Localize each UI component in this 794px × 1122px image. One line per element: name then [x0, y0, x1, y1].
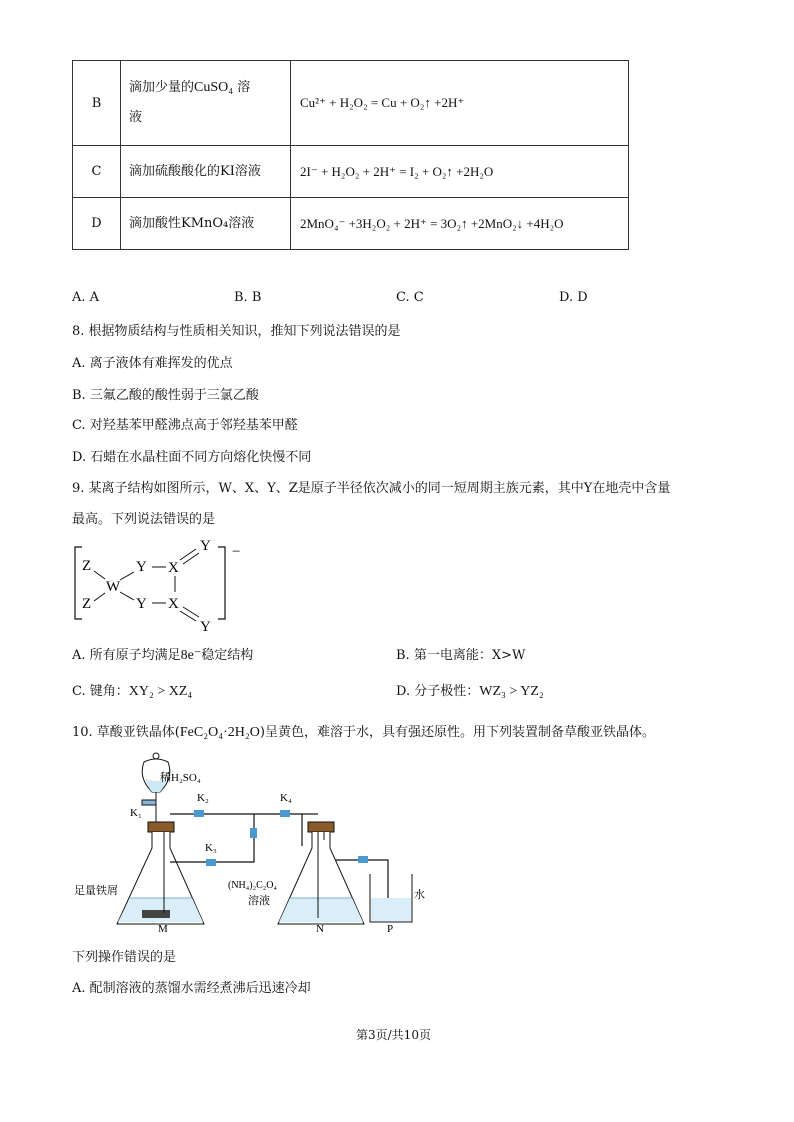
atom-y: Y: [200, 538, 211, 554]
reagent-n-label-2: 溶液: [248, 895, 270, 907]
left-bracket: [75, 547, 82, 619]
ion-structure-diagram: [72, 535, 252, 635]
question9-option-b[interactable]: B. 第一电离能：X>W: [396, 648, 526, 663]
charge-label: −: [232, 544, 241, 560]
valve-k2: [194, 810, 204, 817]
right-bracket: [218, 547, 225, 619]
atom-y: Y: [136, 596, 147, 612]
question9-option-a[interactable]: A. 所有原子均满足8e⁻稳定结构: [72, 648, 254, 663]
reagent-cell: 滴加酸性KMnO₄溶液: [121, 198, 291, 250]
table-row: [73, 61, 629, 146]
acid-label: 稀H₂SO₄: [160, 772, 201, 784]
k3-label: K₃: [205, 842, 217, 854]
question8-option-a[interactable]: A. 离子液体有难挥发的优点: [72, 356, 233, 371]
reagent-n-label: (NH₄)₂C₂O₄: [228, 880, 277, 891]
k4-label: K₄: [280, 792, 292, 804]
choice-b[interactable]: B. B: [234, 290, 262, 305]
bond: [120, 592, 134, 600]
flask-n: [278, 822, 364, 924]
k1-label: K₁: [130, 807, 142, 819]
reagent-cell: 滴加硫酸酸化的KI溶液: [121, 146, 291, 198]
beaker-p-label: P: [387, 923, 394, 933]
outlet-joint: [358, 856, 368, 863]
question10-stem: 10. 草酸亚铁晶体(FeC₂O₄·2H₂O)呈黄色，难溶于水，具有强还原性。用下列装置制备草酸亚铁晶体。: [72, 725, 655, 740]
question9-option-c[interactable]: C. 键角：XY₂ > XZ₄: [72, 684, 193, 699]
question8-stem: 8. 根据物质结构与性质相关知识，推知下列说法错误的是: [72, 324, 401, 339]
double-bond: [180, 549, 196, 560]
question7-options-table: [72, 60, 629, 250]
apparatus-diagram: [72, 748, 442, 933]
stopcock-k1: [142, 800, 156, 805]
question9-stem-line2: 最高。下列说法错误的是: [72, 512, 216, 527]
atom-y: Y: [136, 559, 147, 575]
question8-option-b[interactable]: B. 三氟乙酸的酸性弱于三氯乙酸: [72, 388, 259, 403]
question9-stem-line1: 9. 某离子结构如图所示，W、X、Y、Z是原子半径依次减小的同一短周期主族元素，其中Y在地壳中含量: [72, 481, 671, 496]
bond: [94, 571, 105, 579]
k2-label: K₂: [197, 792, 209, 804]
atom-x: X: [168, 560, 179, 576]
table-row: [73, 146, 629, 198]
question8-option-c[interactable]: C. 对羟基苯甲醛沸点高于邻羟基苯甲醛: [72, 418, 298, 433]
beaker-p: [370, 874, 412, 922]
atom-z: Z: [82, 596, 92, 612]
flask-m-label: M: [158, 923, 168, 933]
equation-cell: 2I⁻ + H₂O₂ + 2H⁺ = I₂ + O₂↑ +2H₂O: [291, 146, 629, 198]
bond: [120, 572, 134, 580]
iron-label: 足量铁屑: [74, 885, 118, 897]
choice-d[interactable]: D. D: [559, 290, 588, 305]
page-footer: 第3页/共10页: [356, 1028, 431, 1042]
atom-z: Z: [82, 558, 92, 574]
option-letter: C: [73, 146, 121, 198]
question10-followup: 下列操作错误的是: [72, 950, 177, 965]
bond: [94, 593, 105, 601]
tube-joint: [250, 828, 257, 838]
double-bond: [183, 553, 199, 564]
atom-w: W: [106, 579, 121, 595]
question9-option-d[interactable]: D. 分子极性：WZ₃ > YZ₂: [396, 684, 544, 699]
reagent-cell: 滴加少量的CuSO₄ 溶 液: [121, 61, 291, 146]
equation-cell: 2MnO₄⁻ +3H₂O₂ + 2H⁺ = 3O₂↑ +2MnO₂↓ +4H₂O: [291, 198, 629, 250]
table-row: [73, 198, 629, 250]
atom-y: Y: [200, 619, 211, 635]
flask-n-label: N: [316, 923, 324, 933]
choice-c[interactable]: C. C: [396, 290, 424, 305]
valve-k3: [206, 859, 216, 866]
question10-option-a[interactable]: A. 配制溶液的蒸馏水需经煮沸后迅速冷却: [72, 981, 311, 996]
question8-option-d[interactable]: D. 石蜡在水晶柱面不同方向熔化快慢不同: [72, 450, 312, 465]
double-bond: [183, 607, 199, 617]
flask-m: [117, 822, 204, 924]
valve-k4: [280, 810, 290, 817]
equation-cell: Cu²⁺ + H₂O₂ = Cu + O₂↑ +2H⁺: [291, 61, 629, 146]
option-letter: D: [73, 198, 121, 250]
double-bond: [180, 611, 196, 621]
atom-x: X: [168, 596, 179, 612]
choice-a[interactable]: A. A: [72, 290, 100, 305]
iron-filings: [142, 910, 170, 918]
water-label: 水: [414, 889, 425, 901]
option-letter: B: [73, 61, 121, 146]
